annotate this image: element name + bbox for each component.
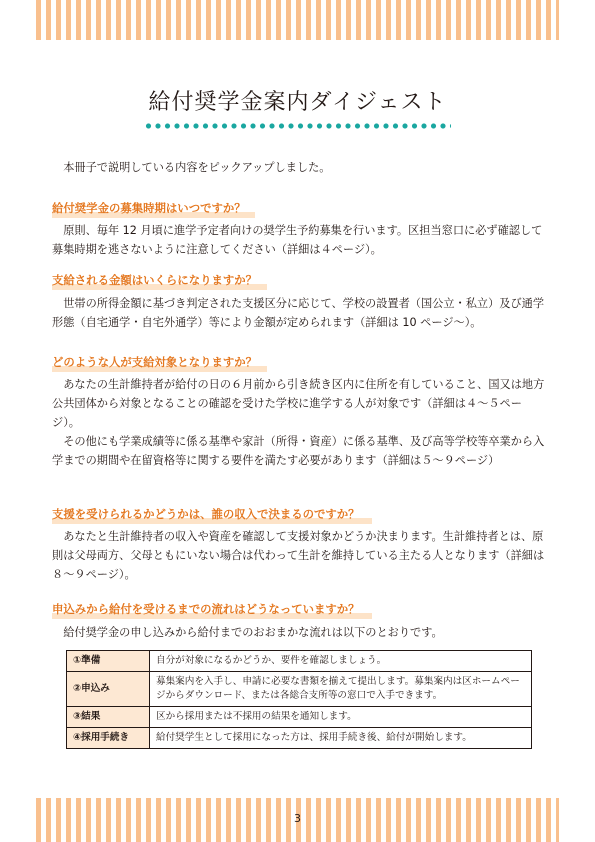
flow-step-description: 募集案内を入手し、申請に必要な書類を揃えて提出します。募集案内は区ホームページからダウンロード、または各総合支所等の窓口で入手できます。 (150, 672, 532, 707)
intro-text: 本冊子で説明している内容をピックアップしました。 (63, 161, 331, 174)
section-body-eligibility (52, 375, 547, 470)
section-heading-application-flow: 申込みから給付を受けるまでの流れはどうなっていますか？ (52, 601, 372, 619)
table-row (67, 672, 532, 707)
flow-step-description: 区から採用または不採用の結果を通知します。 (150, 707, 532, 728)
page-number: 3 (294, 812, 301, 825)
paragraph: あなたの生計維持者が給付の日の６月前から引き続き区内に住所を有していること、国又は地方公共団体から対象となることの確認を受けた学校に進学する人が対象です（詳細は４〜５ページ）。 (52, 378, 545, 429)
paragraph: 世帯の所得金額に基づき判定された支援区分に応じて、学校の設置者（国公立・私立）及び通学形態（自宅通学・自宅外通学）等により金額が定められます（詳細は 10 ページ〜）。 (52, 297, 545, 329)
paragraph: 原則、毎年 12 月頃に進学予定者向けの奨学生予約募集を行います。区担当窓口に必ず確認して募集時期を逃さないように注意してください（詳細は４ページ）。 (52, 224, 543, 256)
section-heading-income-basis: 支援を受けられるかどうかは、誰の収入で決まるのですか？ (52, 506, 372, 524)
flow-step-description: 自分が対象になるかどうか、要件を確認しましょう。 (150, 651, 532, 672)
table-row (67, 707, 532, 728)
table-row (67, 651, 532, 672)
top-stripe-border (36, 0, 559, 40)
section-body-application-flow (52, 623, 547, 642)
paragraph: その他にも学業成績等に係る基準や家計（所得・資産）に係る基準、及び高等学校等卒業から入学までの期間や在留資格等に関する要件を満たす必要があります（詳細は５〜９ページ） (52, 435, 545, 467)
title-dotted-underline (145, 122, 451, 130)
section-heading-amount: 支給される金額はいくらになりますか？ (52, 272, 267, 290)
application-flow-table (66, 650, 532, 749)
paragraph: あなたと生計維持者の収入や資産を確認して支援対象かどうか決まります。生計維持者とは、原則は父母両方、父母ともにいない場合は代わって生計を維持している主たる人となります（詳細は８〜９ページ）。 (52, 530, 545, 581)
flow-step-label: ④採用手続き (67, 728, 150, 749)
section-heading-recruitment-period: 給付奨学金の募集時期はいつですか？ (52, 200, 255, 218)
paragraph: 給付奨学金の申し込みから給付までのおおまかな流れは以下のとおりです。 (63, 626, 443, 639)
section-body-income-basis (52, 527, 547, 584)
flow-step-label: ①準備 (67, 651, 150, 672)
section-body-recruitment-period (52, 221, 547, 259)
flow-step-label: ③結果 (67, 707, 150, 728)
page-title: 給付奨学金案内ダイジェスト (148, 90, 447, 115)
table-row (67, 728, 532, 749)
flow-step-label: ②申込み (67, 672, 150, 707)
section-heading-eligibility: どのような人が支給対象となりますか？ (52, 354, 267, 372)
section-body-amount (52, 294, 547, 332)
flow-step-description: 給付奨学生として採用になった方は、採用手続き後、給付が開始します。 (150, 728, 532, 749)
